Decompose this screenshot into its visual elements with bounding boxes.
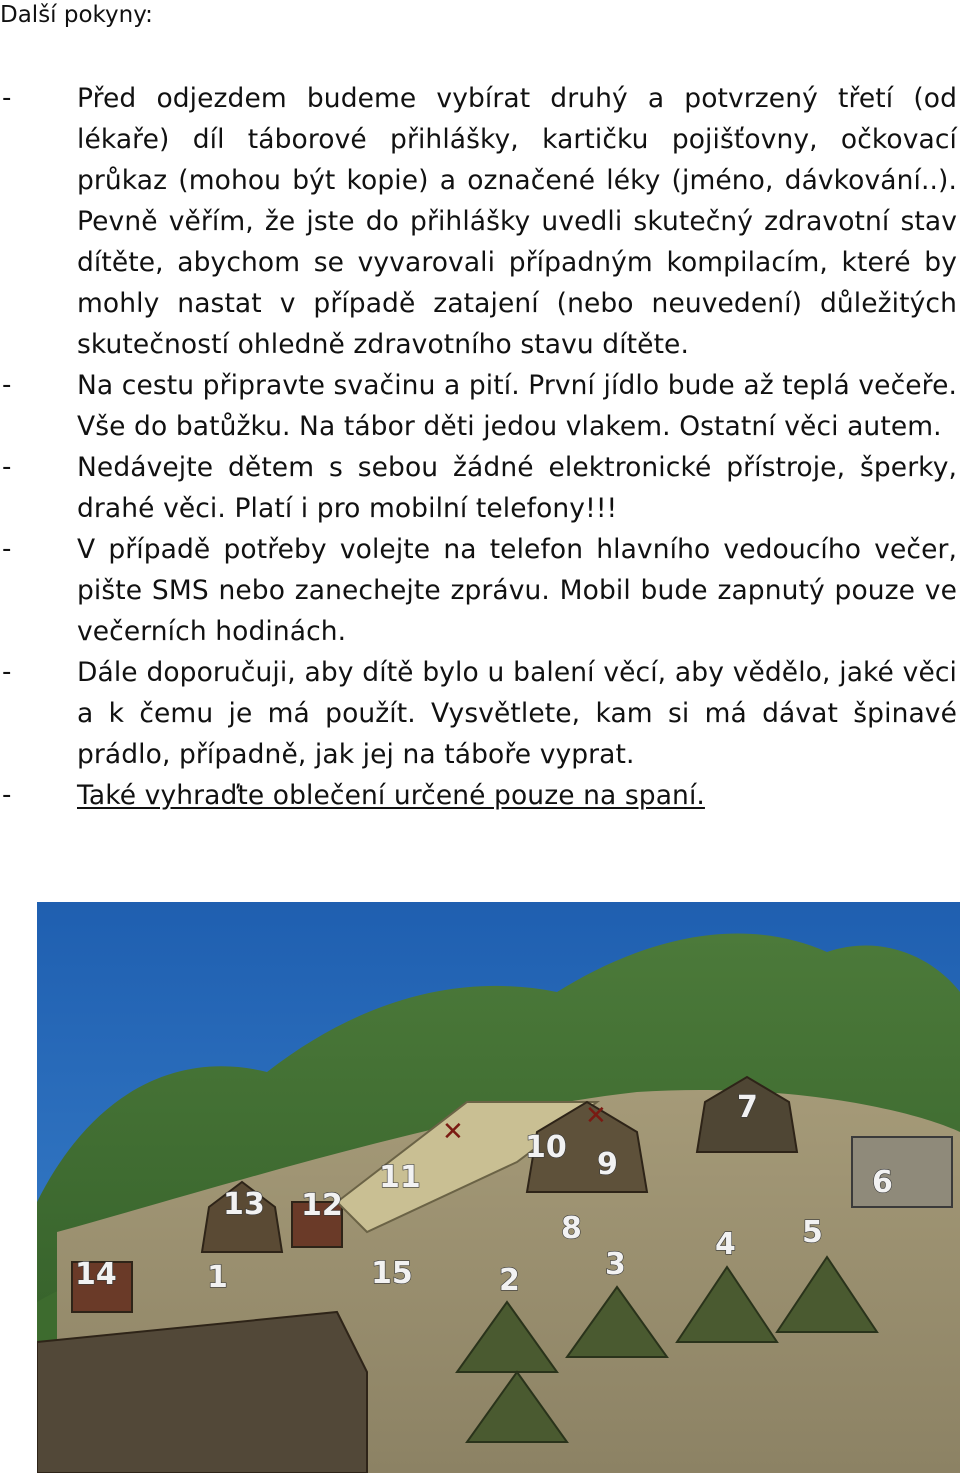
list-bullet: -	[2, 452, 12, 482]
list-bullet: -	[2, 370, 12, 400]
page-heading: Další pokyny:	[0, 2, 153, 28]
hut-6	[852, 1137, 952, 1207]
map-label-15: 15	[371, 1256, 413, 1291]
map-label-13: 13	[223, 1187, 265, 1222]
list-item-text: Dále doporučuji, aby dítě bylo u balení věcí, aby vědělo, jaké věci a k čemu je má použít. Vysvětlete, kam si má dávat špinavé prádlo, případně, jak jej na táboře vyprat.	[77, 657, 957, 770]
list-item-text: Na cestu připravte svačinu a pití. První jídlo bude až teplá večeře. Vše do batůžku. Na tábor děti jedou vlakem. Ostatní věci autem.	[77, 370, 957, 442]
list-item-text: Nedávejte dětem s sebou žádné elektronické přístroje, šperky, drahé věci. Platí i pro mobilní telefony!!!	[77, 452, 957, 524]
map-label-2: 2	[499, 1263, 520, 1298]
list-item	[0, 652, 960, 775]
map-label-6: 6	[872, 1165, 893, 1200]
map-label-5: 5	[802, 1215, 823, 1250]
cross-mark: ✕	[585, 1101, 607, 1131]
map-label-4: 4	[715, 1227, 736, 1262]
map-label-14: 14	[75, 1257, 117, 1292]
map-label-10: 10	[525, 1130, 567, 1165]
camp-map-illustration	[37, 902, 960, 1473]
cross-mark: ✕	[442, 1117, 464, 1147]
list-bullet: -	[2, 534, 12, 564]
map-label-12: 12	[301, 1188, 343, 1223]
list-item-text: Před odjezdem budeme vybírat druhý a potvrzený třetí (od lékaře) díl táborové přihlášky, kartičku pojišťovny, očkovací průkaz (mohou být kopie) a označené léky (jméno, dávkování..). Pevně věřím, že jste do přihlášky uvedli skutečný zdravotní stav dítěte, abychom se vyvarovali případným kompilacím, které by mohly nastat v případě zatajení (nebo neuvedení) důležitých skutečností ohledně zdravotního stavu dítěte.	[77, 83, 957, 360]
list-item	[0, 529, 960, 652]
list-bullet: -	[2, 657, 12, 687]
list-item	[0, 365, 960, 447]
map-label-3: 3	[605, 1247, 626, 1282]
map-label-9: 9	[597, 1147, 618, 1182]
map-label-7: 7	[737, 1090, 758, 1125]
list-item-text: V případě potřeby volejte na telefon hlavního vedoucího večer, pište SMS nebo zanechejte zprávu. Mobil bude zapnutý pouze ve večerních hodinách.	[77, 534, 957, 647]
list-item	[0, 447, 960, 529]
instruction-list	[0, 78, 960, 816]
list-bullet: -	[2, 83, 12, 113]
list-item	[0, 775, 960, 816]
map-label-1: 1	[207, 1260, 228, 1295]
map-label-11: 11	[379, 1160, 421, 1195]
list-item	[0, 78, 960, 365]
long-building-1	[37, 1312, 367, 1473]
map-label-8: 8	[561, 1211, 582, 1246]
list-bullet: -	[2, 780, 12, 810]
list-item-text-underlined: Také vyhraďte oblečení určené pouze na spaní.	[77, 780, 705, 811]
